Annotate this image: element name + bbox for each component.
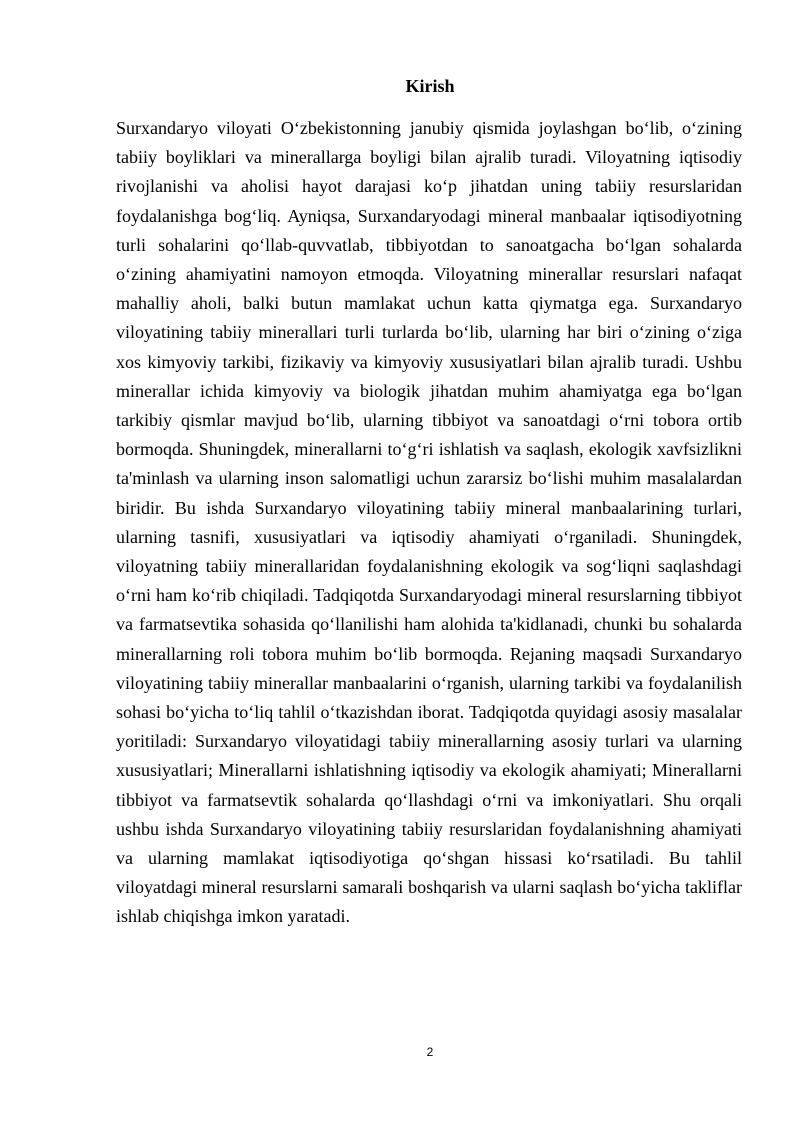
body-paragraph: Surxandaryo viloyati O‘zbekistonning janubiy qismida joylashgan bo‘lib, o‘zining tabiiy boyliklari va minerallarga boyligi bilan ajralib turadi. Viloyatning iqtisodiy rivojlanishi va aholisi hayot darajasi ko‘p jihatdan uning tabiiy resurslaridan foydalanishga bog‘liq. Ayniqsa, Surxandaryodagi mineral manbaalar iqtisodiyotning turli sohalarini qo‘llab-quvvatlab, tibbiyotdan to sanoatgacha bo‘lgan sohalarda o‘zining ahamiyatini namoyon etmoqda. Viloyatning minerallar resurslari nafaqat mahalliy aholi, balki butun mamlakat uchun katta qiymatga ega. Surxandaryo viloyatining tabiiy minerallari turli turlarda bo‘lib, ularning har biri o‘zining o‘ziga xos kimyoviy tarkibi, fizikaviy va kimyoviy xususiyatlari bilan ajralib turadi. Ushbu minerallar ichida kimyoviy va biologik jihatdan muhim ahamiyatga ega bo‘lgan tarkibiy qismlar mavjud bo‘lib, ularning tibbiyot va sanoatdagi o‘rni tobora ortib bormoqda. Shuningdek, minerallarni to‘g‘ri ishlatish va saqlash, ekologik xavfsizlikni ta'minlash va ularning inson salomatligi uchun zararsiz bo‘lishi muhim masalalardan biridir. Bu ishda Surxandaryo viloyatining tabiiy mineral manbaalarining turlari, ularning tasnifi, xususiyatlari va iqtisodiy ahamiyati o‘rganiladi. Shuningdek, viloyatning tabiiy minerallaridan foydalanishning ekologik va sog‘liqni saqlashdagi o‘rni ham ko‘rib chiqiladi. Tadqiqotda Surxandaryodagi mineral resurslarning tibbiyot va farmatsevtika sohasida qo‘llanilishi ham alohida ta'kidlanadi, chunki bu sohalarda minerallarning roli tobora muhim bo‘lib bormoqda. Rejaning maqsadi Surxandaryo viloyatining tabiiy minerallar manbaalarini o‘rganish, ularning tarkibi va foydalanilish sohasi bo‘yicha to‘liq tahlil o‘tkazishdan iborat. Tadqiqotda quyidagi asosiy masalalar yoritiladi: Surxandaryo viloyatidagi tabiiy minerallarning asosiy turlari va ularning xususiyatlari; Minerallarni ishlatishning iqtisodiy va ekologik ahamiyati; Minerallarni tibbiyot va farmatsevtik sohalarda qo‘llashdagi o‘rni va imkoniyatlari. Shu orqali ushbu ishda Surxandaryo viloyatining tabiiy resurslaridan foydalanishning ahamiyati va ularning mamlakat iqtisodiyotiga qo‘shgan hissasi ko‘rsatiladi. Bu tahlil viloyatdagi mineral resurslarni samarali boshqarish va ularni saqlash bo‘yicha takliflar ishlab chiqishga imkon yaratadi.: [116, 118, 742, 927]
section-title: Kirish: [405, 76, 455, 96]
page-number: 2: [426, 1045, 434, 1059]
